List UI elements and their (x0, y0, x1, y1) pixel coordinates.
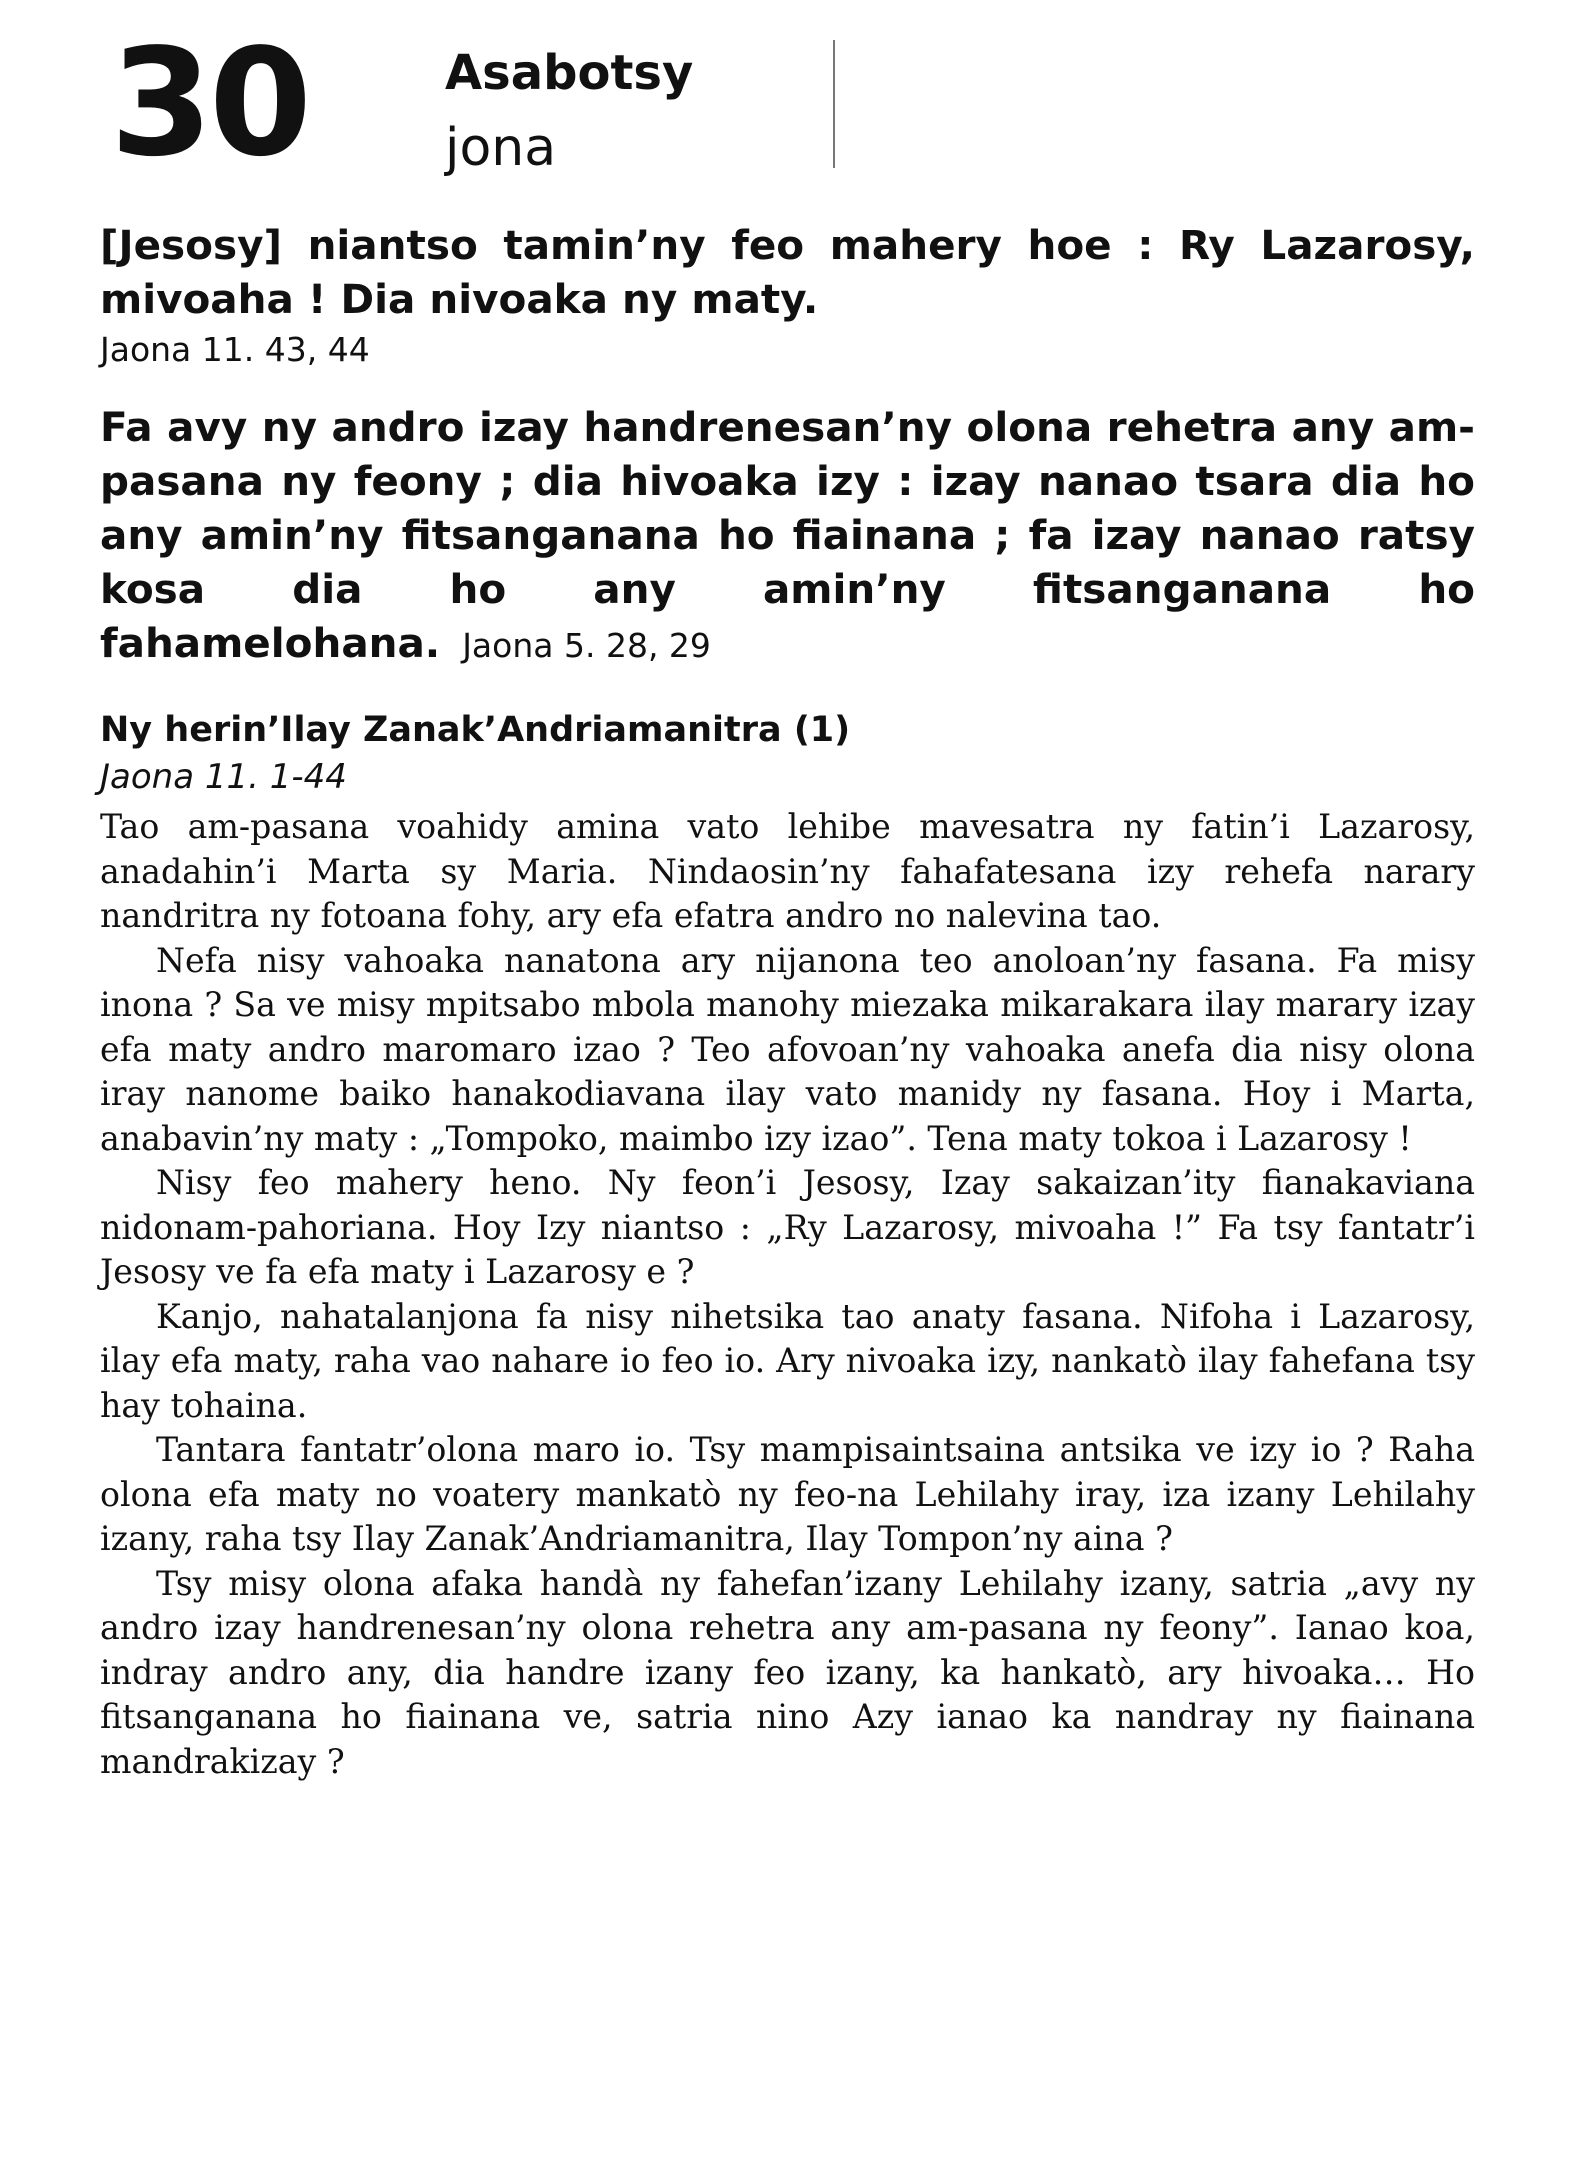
verse-text-1: [Jesosy] niantso tamin’ny feo mahery hoe : Ry Lazarosy, mivoaha ! Dia nivoaka ny maty. (100, 221, 1475, 323)
weekday-label: Asabotsy (445, 45, 694, 101)
verse-block-2 (100, 400, 1475, 673)
meditation-paragraph: Nefa nisy vahoaka nanatona ary nijanona teo anoloan’ny fasana. Fa misy inona ? Sa ve misy mpitsabo mbola manohy miezaka mikarakara ilay marary izay efa maty andro maromaro izao ? Teo afovoan’ny vahoaka anefa dia nisy olona iray nanome baiko hanakodiavana ilay vato manidy ny fasana. Hoy i Marta, anabavin’ny maty : „Tompoko, maimbo izy izao”. Tena maty tokoa i Lazarosy ! (100, 940, 1475, 1158)
day-number: 30 (110, 17, 308, 189)
verse-reference-2: Jaona 5. 28, 29 (462, 626, 711, 665)
month-label: jona (445, 118, 557, 178)
meditation-paragraph: Tao am-pasana voahidy amina vato lehibe mavesatra ny fatin’i Lazarosy, anadahin’i Marta sy Maria. Nindaosin’ny fahafatesana izy rehefa narary nandritra ny fotoana fohy, ary efa efatra andro no nalevina tao. (100, 807, 1475, 935)
verse-text-2: Fa avy ny andro izay handrenesan’ny olona rehetra any am-pasana ny feony ; dia hivoaka izy : izay nanao tsara dia ho any amin’ny fitsanganana ho fiainana ; fa izay nanao ratsy kosa dia ho any amin’ny fitsanganana ho fahamelohana. (100, 403, 1475, 667)
meditation-body (100, 805, 1475, 1784)
meditation-paragraph: Kanjo, nahatalanjona fa nisy nihetsika tao anaty fasana. Nifoha i Lazarosy, ilay efa maty, raha vao nahare io feo io. Ary nivoaka izy, nankatò ilay fahefana tsy hay tohaina. (100, 1296, 1475, 1425)
verse-reference-1: Jaona 11. 43, 44 (100, 330, 370, 369)
meditation-paragraph: Nisy feo mahery heno. Ny feon’i Jesosy, Izay sakaizan’ity fianakaviana nidonam-pahoriana. Hoy Izy niantso : „Ry Lazarosy, mivoaha !” Fa tsy fantatr’i Jesosy ve fa efa maty i Lazarosy e ? (100, 1163, 1475, 1291)
meditation-reference: Jaona 11. 1-44 (100, 757, 347, 797)
meditation-paragraph: Tantara fantatr’olona maro io. Tsy mampisaintsaina antsika ve izy io ? Raha olona efa maty no voatery mankatò ny feo-na Lehilahy iray, iza izany Lehilahy izany, raha tsy Ilay Zanak’Andriamanitra, Ilay Tompon’ny aina ? (100, 1430, 1475, 1558)
meditation-title: Ny herin’Ilay Zanak’Andriamanitra (1) (100, 710, 851, 750)
meditation-paragraph: Tsy misy olona afaka handà ny fahefan’izany Lehilahy izany, satria „avy ny andro izay handrenesan’ny olona rehetra any am-pasana ny feony”. Ianao koa, indray andro any, dia handre izany feo izany, ka hankatò, ary hivoaka… Ho fitsanganana ho fiainana ve, satria nino Azy ianao ka nandray ny fiainana mandrakizay ? (100, 1563, 1475, 1781)
header-divider (833, 40, 835, 168)
date-header (100, 0, 1475, 189)
